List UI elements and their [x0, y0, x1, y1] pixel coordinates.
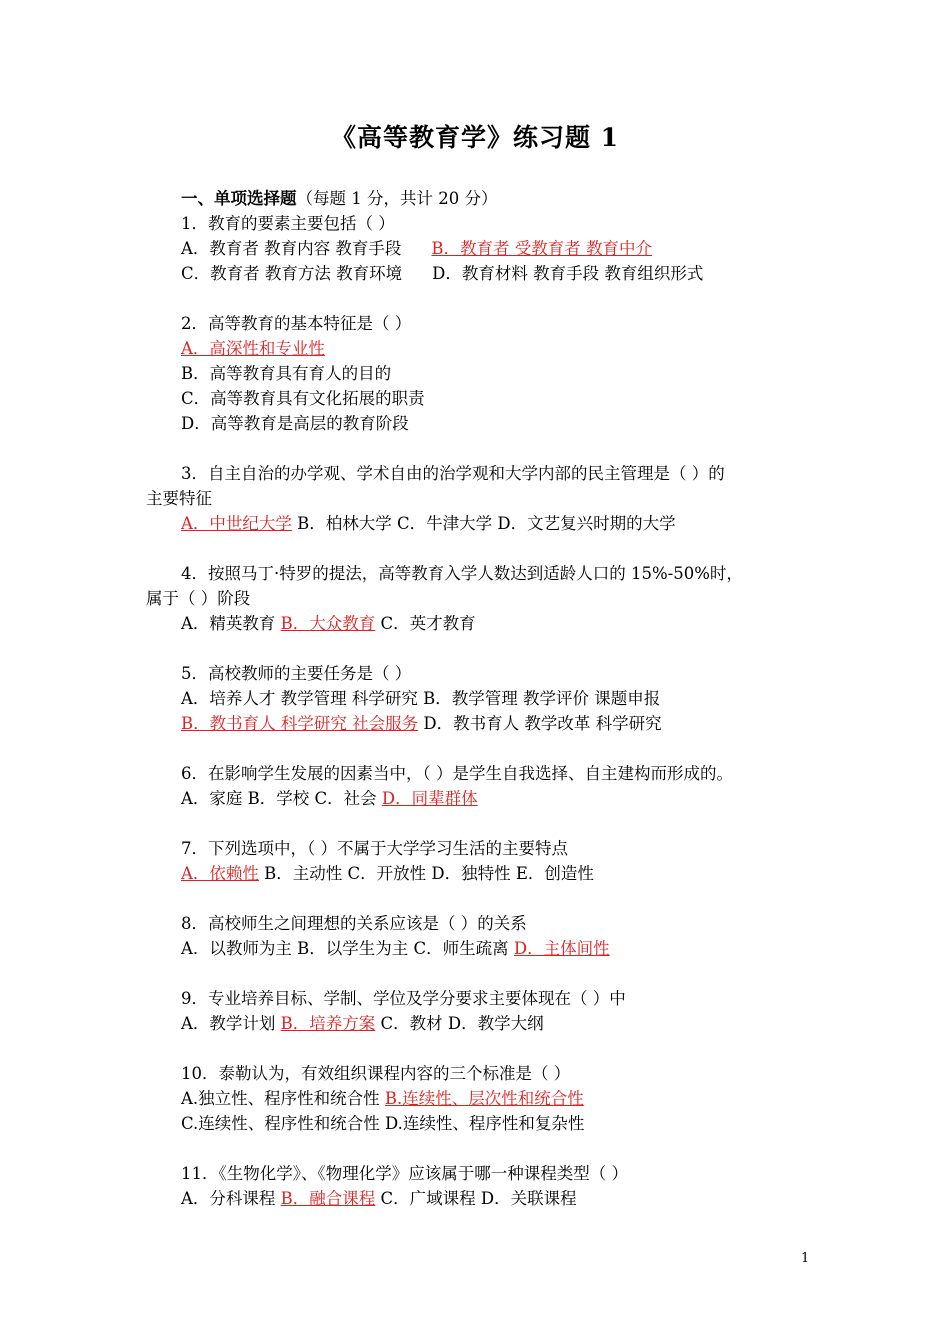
q6-option-d-answer: D．同辈群体 [381, 789, 478, 808]
q4-stem-line2: 属于（ ）阶段 [146, 589, 251, 608]
q10-stem: 10．泰勒认为，有效组织课程内容的三个标准是（ ） [181, 1064, 571, 1083]
q2-option-c: C．高等教育具有文化拓展的职责 [181, 389, 425, 408]
q10-options-line2: C.连续性、程序性和统合性 D.连续性、程序性和复杂性 [181, 1114, 585, 1133]
q1-options-ab [181, 236, 652, 261]
q11-stem: 11．《生物化学》、《物理化学》应该属于哪一种课程类型（ ） [181, 1164, 628, 1183]
q10-option-a: A.独立性、程序性和统合性 [181, 1089, 385, 1108]
q5-options-line1: A．培养人才 教学管理 科学研究 B．教学管理 教学评价 课题申报 [181, 689, 661, 708]
q4-option-a: A．精英教育 [181, 614, 281, 633]
q2-option-b: B．高等教育具有育人的目的 [181, 364, 392, 383]
q10-options-line1 [181, 1086, 584, 1111]
q9-stem: 9．专业培养目标、学制、学位及学分要求主要体现在（ ）中 [181, 989, 626, 1008]
q7-stem: 7．下列选项中，（ ）不属于大学学习生活的主要特点 [181, 839, 568, 858]
q5-options-line2 [181, 711, 662, 736]
section-note: （每题 1 分，共计 20 分） [296, 189, 498, 208]
q7-other-options: B．主动性 C．开放性 D．独特性 E．创造性 [258, 864, 594, 883]
q3-options [181, 511, 676, 536]
q3-stem-line1: 3．自主自治的办学观、学术自由的治学观和大学内部的民主管理是（ ）的 [181, 464, 725, 483]
q10-option-b-answer: B.连续性、层次性和统合性 [384, 1089, 584, 1108]
q11-other-options: C．广域课程 D．关联课程 [375, 1189, 577, 1208]
q4-stem-line1: 4．按照马丁·特罗的提法，高等教育入学人数达到适龄人口的 15%-50%时， [181, 564, 743, 583]
page-number: 1 [801, 1251, 810, 1266]
q2-option-a-answer: A．高深性和专业性 [181, 339, 325, 358]
q9-other-options: C．教材 D．教学大纲 [375, 1014, 544, 1033]
q4-option-b-answer: B．大众教育 [280, 614, 376, 633]
q8-option-d-answer: D．主体间性 [513, 939, 610, 958]
q1-option-d: D．教育材料 教育手段 教育组织形式 [432, 264, 704, 283]
q9-option-b-answer: B．培养方案 [280, 1014, 376, 1033]
q5-option-d: D．教书育人 教学改革 科学研究 [418, 714, 662, 733]
q3-option-a-answer: A．中世纪大学 [181, 514, 292, 533]
q11-options [181, 1186, 577, 1211]
page-title: 《高等教育学》练习题 1 [330, 123, 620, 152]
q1-stem: 1．教育的要素主要包括（ ） [181, 214, 395, 233]
section-heading [181, 186, 497, 211]
section-title: 一、单项选择题 [181, 189, 297, 208]
q1-option-a: A．教育者 教育内容 教育手段 [181, 239, 402, 258]
q7-option-a-answer: A．依赖性 [181, 864, 259, 883]
q11-option-b-answer: B．融合课程 [280, 1189, 376, 1208]
q5-option-b-answer: B．教书育人 科学研究 社会服务 [181, 714, 419, 733]
q8-stem: 8．高校师生之间理想的关系应该是（ ）的关系 [181, 914, 527, 933]
q1-option-c: C．教育者 教育方法 教育环境 [181, 264, 403, 283]
q6-other-options: A．家庭 B．学校 C．社会 [181, 789, 382, 808]
q2-option-d: D．高等教育是高层的教育阶段 [181, 414, 409, 433]
q3-stem-line2: 主要特征 [146, 489, 212, 508]
q3-other-options: B．柏林大学 C．牛津大学 D．文艺复兴时期的大学 [291, 514, 676, 533]
q4-option-c: C．英才教育 [375, 614, 476, 633]
q9-option-a: A．教学计划 [181, 1014, 281, 1033]
q4-options [181, 611, 476, 636]
q9-options [181, 1011, 544, 1036]
q7-options [181, 861, 594, 886]
q8-other-options: A．以教师为主 B．以学生为主 C．师生疏离 [181, 939, 514, 958]
q6-options [181, 786, 478, 811]
q1-options-cd [181, 261, 703, 286]
q2-stem: 2．高等教育的基本特征是（ ） [181, 314, 412, 333]
q5-stem: 5．高校教师的主要任务是（ ） [181, 664, 412, 683]
q8-options [181, 936, 610, 961]
q11-option-a: A．分科课程 [181, 1189, 281, 1208]
q6-stem: 6．在影响学生发展的因素当中，（ ）是学生自我选择、自主建构而形成的。 [181, 764, 733, 783]
q1-option-b-answer: B．教育者 受教育者 教育中介 [431, 239, 653, 258]
